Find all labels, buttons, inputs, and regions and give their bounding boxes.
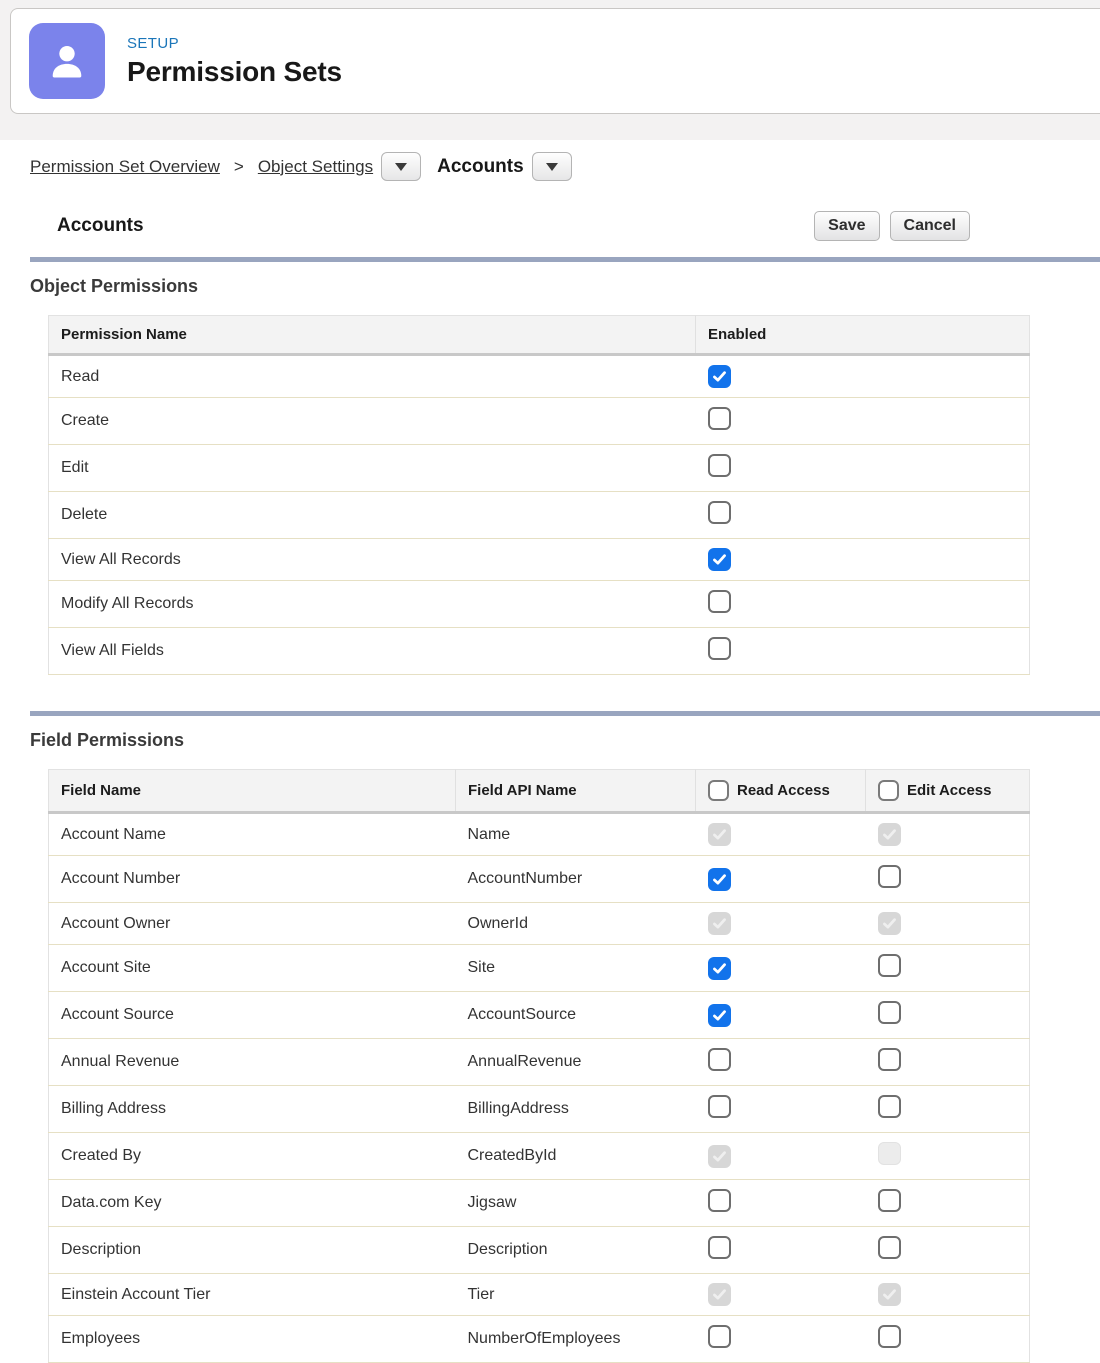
- permission-name: Read: [49, 355, 696, 398]
- edit-access-select-all-checkbox[interactable]: [878, 780, 899, 801]
- read-access-checkbox[interactable]: [708, 1004, 731, 1027]
- field-api-name: AccountNumber: [456, 856, 696, 903]
- field-name: Billing Address: [49, 1086, 456, 1133]
- field-api-name: OwnerId: [456, 903, 696, 945]
- permission-name: Modify All Records: [49, 581, 696, 628]
- user-icon: [29, 23, 105, 99]
- breadcrumb: [30, 152, 1100, 181]
- edit-access-checkbox[interactable]: [878, 954, 901, 977]
- field-name: Data.com Key: [49, 1180, 456, 1227]
- table-row: [49, 445, 1030, 492]
- edit-access-checkbox[interactable]: [878, 1048, 901, 1071]
- edit-access-checkbox: [878, 912, 901, 935]
- field-name: Account Owner: [49, 903, 456, 945]
- breadcrumb-separator: >: [233, 156, 244, 176]
- column-header-read-access: [696, 770, 866, 813]
- object-permissions-table: [48, 315, 1030, 675]
- table-row: [49, 903, 1030, 945]
- section-divider: [30, 257, 1100, 262]
- edit-access-checkbox[interactable]: [878, 865, 901, 888]
- table-row: [49, 581, 1030, 628]
- permission-name: Delete: [49, 492, 696, 539]
- read-access-checkbox[interactable]: [708, 1048, 731, 1071]
- read-access-checkbox: [708, 823, 731, 846]
- table-row: [49, 492, 1030, 539]
- table-row: [49, 1316, 1030, 1363]
- table-row: [49, 539, 1030, 581]
- edit-access-checkbox: [878, 1283, 901, 1306]
- field-name: Account Source: [49, 992, 456, 1039]
- table-row: [49, 813, 1030, 856]
- section-divider: [30, 711, 1100, 716]
- field-permissions-title: Field Permissions: [30, 730, 185, 750]
- field-permissions-tbody: [49, 813, 1030, 1363]
- edit-access-checkbox: [878, 823, 901, 846]
- read-access-checkbox[interactable]: [708, 868, 731, 891]
- enabled-checkbox[interactable]: [708, 365, 731, 388]
- enabled-checkbox[interactable]: [708, 590, 731, 613]
- save-button[interactable]: Save: [814, 211, 879, 241]
- enabled-checkbox[interactable]: [708, 637, 731, 660]
- object-permissions-tbody: [49, 355, 1030, 675]
- field-name: Created By: [49, 1133, 456, 1180]
- table-row: [49, 1133, 1030, 1180]
- setup-header-card: [10, 8, 1100, 114]
- field-permissions-table: [48, 769, 1030, 1363]
- table-row: [49, 1086, 1030, 1133]
- read-access-select-all-checkbox[interactable]: [708, 780, 729, 801]
- enabled-checkbox[interactable]: [708, 501, 731, 524]
- field-name: Employees: [49, 1316, 456, 1363]
- field-api-name: Tier: [456, 1274, 696, 1316]
- cancel-button[interactable]: Cancel: [890, 211, 970, 241]
- column-header-enabled: Enabled: [696, 316, 1030, 355]
- column-header-edit-access: [866, 770, 1030, 813]
- field-api-name: AnnualRevenue: [456, 1039, 696, 1086]
- edit-access-checkbox[interactable]: [878, 1325, 901, 1348]
- read-access-checkbox[interactable]: [708, 1325, 731, 1348]
- table-row: [49, 628, 1030, 675]
- edit-access-checkbox[interactable]: [878, 1189, 901, 1212]
- column-header-permission-name: Permission Name: [49, 316, 696, 355]
- field-api-name: CreatedById: [456, 1133, 696, 1180]
- table-row: [49, 1274, 1030, 1316]
- enabled-checkbox[interactable]: [708, 454, 731, 477]
- permission-name: View All Fields: [49, 628, 696, 675]
- table-row: [49, 355, 1030, 398]
- read-access-label: Read Access: [737, 782, 830, 799]
- read-access-checkbox[interactable]: [708, 1189, 731, 1212]
- field-api-name: BillingAddress: [456, 1086, 696, 1133]
- edit-access-label: Edit Access: [907, 782, 992, 799]
- field-name: Account Name: [49, 813, 456, 856]
- enabled-checkbox[interactable]: [708, 548, 731, 571]
- permission-name: View All Records: [49, 539, 696, 581]
- page-title: Permission Sets: [127, 55, 342, 87]
- permission-name: Edit: [49, 445, 696, 492]
- column-header-field-name: Field Name: [49, 770, 456, 813]
- chevron-down-icon: [546, 163, 558, 171]
- table-row: [49, 1227, 1030, 1274]
- field-name: Account Site: [49, 945, 456, 992]
- field-api-name: Description: [456, 1227, 696, 1274]
- table-row: [49, 1180, 1030, 1227]
- read-access-checkbox[interactable]: [708, 1236, 731, 1259]
- setup-label: SETUP: [127, 34, 180, 52]
- column-header-field-api-name: Field API Name: [456, 770, 696, 813]
- read-access-checkbox[interactable]: [708, 957, 731, 980]
- field-name: Annual Revenue: [49, 1039, 456, 1086]
- field-name: Einstein Account Tier: [49, 1274, 456, 1316]
- object-settings-dropdown-button[interactable]: [381, 152, 421, 181]
- chevron-down-icon: [395, 163, 407, 171]
- edit-access-checkbox[interactable]: [878, 1095, 901, 1118]
- table-row: [49, 398, 1030, 445]
- object-heading: Accounts: [57, 215, 144, 236]
- read-access-checkbox: [708, 1145, 731, 1168]
- edit-access-checkbox: [878, 1142, 901, 1165]
- table-row: [49, 945, 1030, 992]
- edit-access-checkbox[interactable]: [878, 1001, 901, 1024]
- field-api-name: Site: [456, 945, 696, 992]
- field-name: Description: [49, 1227, 456, 1274]
- field-name: Account Number: [49, 856, 456, 903]
- breadcrumb-current-object: Accounts: [437, 155, 524, 177]
- permission-name: Create: [49, 398, 696, 445]
- table-row: [49, 992, 1030, 1039]
- enabled-checkbox[interactable]: [708, 407, 731, 430]
- table-row: [49, 1039, 1030, 1086]
- breadcrumb-link-object-settings[interactable]: Object Settings: [257, 156, 374, 176]
- breadcrumb-link-overview[interactable]: Permission Set Overview: [30, 156, 220, 176]
- object-permissions-title: Object Permissions: [30, 276, 199, 296]
- read-access-checkbox[interactable]: [708, 1095, 731, 1118]
- edit-access-checkbox[interactable]: [878, 1236, 901, 1259]
- read-access-checkbox: [708, 1283, 731, 1306]
- accounts-dropdown-button[interactable]: [532, 152, 572, 181]
- field-api-name: NumberOfEmployees: [456, 1316, 696, 1363]
- field-api-name: Name: [456, 813, 696, 856]
- setup-top-band: [0, 0, 1100, 140]
- field-api-name: AccountSource: [456, 992, 696, 1039]
- table-row: [49, 856, 1030, 903]
- read-access-checkbox: [708, 912, 731, 935]
- field-api-name: Jigsaw: [456, 1180, 696, 1227]
